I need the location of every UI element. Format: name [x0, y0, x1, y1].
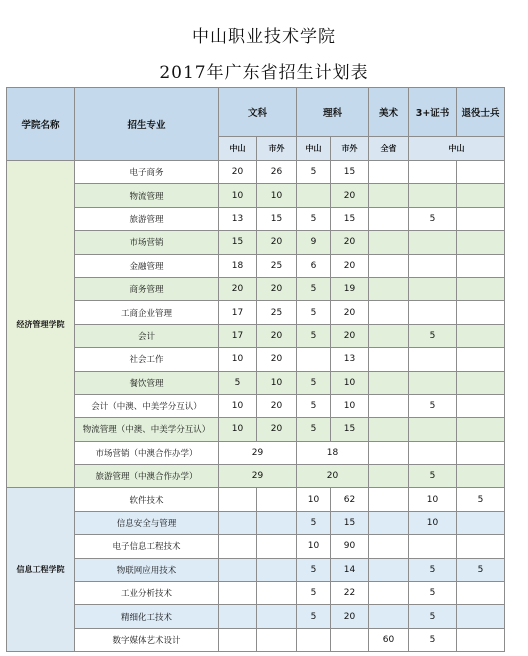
- quota-cell-lw: 20: [331, 605, 369, 628]
- quota-cell-ms: [369, 348, 409, 371]
- quota-cell-ms: [369, 605, 409, 628]
- quota-cell-ty: [457, 184, 505, 207]
- quota-cell-ty: [457, 301, 505, 324]
- table-row: [7, 254, 505, 277]
- quota-cell-ty: [457, 418, 505, 441]
- table-row: [7, 418, 505, 441]
- quota-cell-lz: 5: [297, 161, 331, 184]
- quota-cell-ww: 20: [257, 394, 297, 417]
- quota-cell-lw: 62: [331, 488, 369, 511]
- quota-cell-lw: 20: [331, 301, 369, 324]
- quota-cell-wz: [219, 488, 257, 511]
- quota-cell-wz: 15: [219, 231, 257, 254]
- quota-cell-wenke-merged: 29: [219, 441, 297, 464]
- quota-cell-wz: 10: [219, 184, 257, 207]
- quota-cell-ty: 5: [457, 488, 505, 511]
- quota-cell-lw: 15: [331, 511, 369, 534]
- quota-cell-lw: 10: [331, 394, 369, 417]
- enrollment-plan-table: [6, 87, 505, 652]
- quota-cell-ms: 60: [369, 628, 409, 651]
- quota-cell-zs: 5: [409, 628, 457, 651]
- quota-cell-wz: 17: [219, 301, 257, 324]
- quota-cell-zs: [409, 348, 457, 371]
- quota-cell-wz: 10: [219, 418, 257, 441]
- quota-cell-ww: [257, 488, 297, 511]
- table-row: [7, 441, 505, 464]
- quota-cell-lw: 20: [331, 254, 369, 277]
- quota-cell-zs: 5: [409, 207, 457, 230]
- quota-cell-lw: 13: [331, 348, 369, 371]
- major-cell: 金融管理: [75, 254, 219, 277]
- quota-cell-ty: [457, 628, 505, 651]
- header-college: 学院名称: [7, 88, 75, 161]
- major-cell: 物联网应用技术: [75, 558, 219, 581]
- quota-cell-zs: 5: [409, 465, 457, 488]
- quota-cell-ty: [457, 582, 505, 605]
- major-cell: 物流管理（中澳、中美学分互认）: [75, 418, 219, 441]
- quota-cell-lz: [297, 184, 331, 207]
- subheader-meishu-quansheng: 全省: [369, 137, 409, 161]
- quota-cell-zs: 5: [409, 394, 457, 417]
- quota-cell-lz: 5: [297, 558, 331, 581]
- quota-cell-zs: [409, 161, 457, 184]
- quota-cell-ww: 26: [257, 161, 297, 184]
- major-cell: 商务管理: [75, 277, 219, 300]
- quota-cell-lz: [297, 628, 331, 651]
- quota-cell-zs: 5: [409, 582, 457, 605]
- quota-cell-wz: 10: [219, 394, 257, 417]
- quota-cell-ww: 20: [257, 348, 297, 371]
- quota-cell-zs: [409, 277, 457, 300]
- quota-cell-wz: [219, 605, 257, 628]
- major-cell: 旅游管理（中澳合作办学）: [75, 465, 219, 488]
- quota-cell-lz: 10: [297, 488, 331, 511]
- quota-cell-ww: 10: [257, 371, 297, 394]
- quota-cell-ww: 25: [257, 254, 297, 277]
- quota-cell-lw: 20: [331, 184, 369, 207]
- major-cell: 电子信息工程技术: [75, 535, 219, 558]
- quota-cell-ww: 20: [257, 418, 297, 441]
- table-row: [7, 161, 505, 184]
- quota-cell-ty: [457, 371, 505, 394]
- quota-cell-lw: 90: [331, 535, 369, 558]
- table-row: [7, 348, 505, 371]
- table-row: [7, 301, 505, 324]
- quota-cell-ty: [457, 348, 505, 371]
- quota-cell-wz: [219, 511, 257, 534]
- subheader-like-shiwai: 市外: [331, 137, 369, 161]
- header-meishu: 美术: [369, 88, 409, 137]
- quota-cell-ms: [369, 511, 409, 534]
- quota-cell-zs: [409, 231, 457, 254]
- major-cell: 市场营销（中澳合作办学）: [75, 441, 219, 464]
- table-row: [7, 558, 505, 581]
- major-cell: 市场营销: [75, 231, 219, 254]
- quota-cell-ms: [369, 231, 409, 254]
- major-cell: 社会工作: [75, 348, 219, 371]
- quota-cell-zs: 10: [409, 488, 457, 511]
- quota-cell-like-merged: 20: [297, 465, 369, 488]
- quota-cell-ms: [369, 465, 409, 488]
- quota-cell-ww: [257, 628, 297, 651]
- quota-cell-wz: 13: [219, 207, 257, 230]
- quota-cell-zs: 5: [409, 605, 457, 628]
- quota-cell-zs: 5: [409, 324, 457, 347]
- table-row: [7, 582, 505, 605]
- quota-cell-wz: [219, 558, 257, 581]
- quota-cell-ms: [369, 161, 409, 184]
- quota-cell-ms: [369, 254, 409, 277]
- quota-cell-zs: [409, 254, 457, 277]
- quota-cell-ms: [369, 371, 409, 394]
- quota-cell-ty: [457, 394, 505, 417]
- quota-cell-lz: 9: [297, 231, 331, 254]
- header-tuiyi: 退役士兵: [457, 88, 505, 137]
- quota-cell-lw: 22: [331, 582, 369, 605]
- table-row: [7, 184, 505, 207]
- subheader-wenke-shiwai: 市外: [257, 137, 297, 161]
- quota-cell-lz: 6: [297, 254, 331, 277]
- table-row: [7, 605, 505, 628]
- header-major: 招生专业: [75, 88, 219, 161]
- header-zhengshu: 3+证书: [409, 88, 457, 137]
- major-cell: 电子商务: [75, 161, 219, 184]
- quota-cell-lw: 10: [331, 371, 369, 394]
- quota-cell-zs: 5: [409, 558, 457, 581]
- quota-cell-lz: 5: [297, 394, 331, 417]
- quota-cell-ww: 20: [257, 231, 297, 254]
- major-cell: 餐饮管理: [75, 371, 219, 394]
- major-cell: 会计（中澳、中美学分互认）: [75, 394, 219, 417]
- quota-cell-lz: 5: [297, 207, 331, 230]
- table-row: [7, 207, 505, 230]
- quota-cell-ww: 10: [257, 184, 297, 207]
- quota-cell-ms: [369, 582, 409, 605]
- quota-cell-wz: [219, 535, 257, 558]
- quota-cell-zs: [409, 535, 457, 558]
- quota-cell-ty: [457, 465, 505, 488]
- college-name-cell: 信息工程学院: [7, 488, 75, 652]
- quota-cell-ms: [369, 184, 409, 207]
- quota-cell-ty: [457, 511, 505, 534]
- quota-cell-ms: [369, 394, 409, 417]
- quota-cell-ty: [457, 605, 505, 628]
- quota-cell-lz: 5: [297, 605, 331, 628]
- header-like: 理科: [297, 88, 369, 137]
- quota-cell-ty: [457, 441, 505, 464]
- quota-cell-lw: 15: [331, 418, 369, 441]
- quota-cell-lz: 5: [297, 301, 331, 324]
- quota-cell-lz: 5: [297, 511, 331, 534]
- table-row: [7, 277, 505, 300]
- quota-cell-lw: 15: [331, 161, 369, 184]
- major-cell: 物流管理: [75, 184, 219, 207]
- quota-cell-ty: 5: [457, 558, 505, 581]
- subheader-like-zhongshan: 中山: [297, 137, 331, 161]
- table-row: [7, 394, 505, 417]
- quota-cell-zs: [409, 184, 457, 207]
- quota-cell-ty: [457, 231, 505, 254]
- quota-cell-ms: [369, 441, 409, 464]
- quota-cell-ww: [257, 605, 297, 628]
- quota-cell-ms: [369, 418, 409, 441]
- quota-cell-ww: 20: [257, 324, 297, 347]
- quota-cell-lz: 5: [297, 582, 331, 605]
- major-cell: 信息安全与管理: [75, 511, 219, 534]
- quota-cell-ms: [369, 207, 409, 230]
- quota-cell-ty: [457, 254, 505, 277]
- quota-cell-zs: [409, 371, 457, 394]
- quota-cell-ww: [257, 558, 297, 581]
- table-row: [7, 511, 505, 534]
- major-cell: 旅游管理: [75, 207, 219, 230]
- table-row: [7, 628, 505, 651]
- table-row: [7, 465, 505, 488]
- major-cell: 工商企业管理: [75, 301, 219, 324]
- major-cell: 数字媒体艺术设计: [75, 628, 219, 651]
- quota-cell-ms: [369, 277, 409, 300]
- quota-cell-ty: [457, 161, 505, 184]
- quota-cell-lz: 5: [297, 418, 331, 441]
- plan-title: 2017年广东省招生计划表: [159, 63, 369, 83]
- quota-cell-wz: 20: [219, 161, 257, 184]
- college-name-cell: 经济管理学院: [7, 161, 75, 488]
- quota-cell-ty: [457, 207, 505, 230]
- quota-cell-lz: 5: [297, 277, 331, 300]
- quota-cell-wz: 20: [219, 277, 257, 300]
- major-cell: 会计: [75, 324, 219, 347]
- quota-cell-ty: [457, 535, 505, 558]
- quota-cell-wz: 5: [219, 371, 257, 394]
- quota-cell-zs: [409, 441, 457, 464]
- quota-cell-lz: [297, 348, 331, 371]
- quota-cell-zs: [409, 418, 457, 441]
- subheader-zhongshan-shared: 中山: [409, 137, 505, 161]
- quota-cell-ms: [369, 488, 409, 511]
- quota-cell-zs: 10: [409, 511, 457, 534]
- quota-cell-ty: [457, 277, 505, 300]
- table-row: [7, 324, 505, 347]
- quota-cell-ww: 20: [257, 277, 297, 300]
- table-row: [7, 535, 505, 558]
- quota-cell-lw: [331, 628, 369, 651]
- quota-cell-wz: 10: [219, 348, 257, 371]
- table-row: [7, 231, 505, 254]
- quota-cell-ms: [369, 301, 409, 324]
- quota-cell-ms: [369, 324, 409, 347]
- quota-cell-like-merged: 18: [297, 441, 369, 464]
- table-row: [7, 488, 505, 511]
- quota-cell-zs: [409, 301, 457, 324]
- quota-cell-lw: 19: [331, 277, 369, 300]
- quota-cell-wz: 18: [219, 254, 257, 277]
- quota-cell-wz: 17: [219, 324, 257, 347]
- major-cell: 工业分析技术: [75, 582, 219, 605]
- quota-cell-ms: [369, 558, 409, 581]
- table-row: [7, 371, 505, 394]
- quota-cell-lw: 20: [331, 231, 369, 254]
- quota-cell-wz: [219, 582, 257, 605]
- quota-cell-lz: 5: [297, 324, 331, 347]
- quota-cell-lw: 20: [331, 324, 369, 347]
- quota-cell-lw: 15: [331, 207, 369, 230]
- quota-cell-lz: 5: [297, 371, 331, 394]
- quota-cell-ms: [369, 535, 409, 558]
- quota-cell-ww: 25: [257, 301, 297, 324]
- school-title: 中山职业技术学院: [192, 27, 336, 47]
- quota-cell-ty: [457, 324, 505, 347]
- quota-cell-wenke-merged: 29: [219, 465, 297, 488]
- quota-cell-lz: 10: [297, 535, 331, 558]
- quota-cell-lw: 14: [331, 558, 369, 581]
- quota-cell-ww: 15: [257, 207, 297, 230]
- major-cell: 精细化工技术: [75, 605, 219, 628]
- header-wenke: 文科: [219, 88, 297, 137]
- major-cell: 软件技术: [75, 488, 219, 511]
- quota-cell-wz: [219, 628, 257, 651]
- quota-cell-ww: [257, 511, 297, 534]
- quota-cell-ww: [257, 535, 297, 558]
- quota-cell-ww: [257, 582, 297, 605]
- subheader-wenke-zhongshan: 中山: [219, 137, 257, 161]
